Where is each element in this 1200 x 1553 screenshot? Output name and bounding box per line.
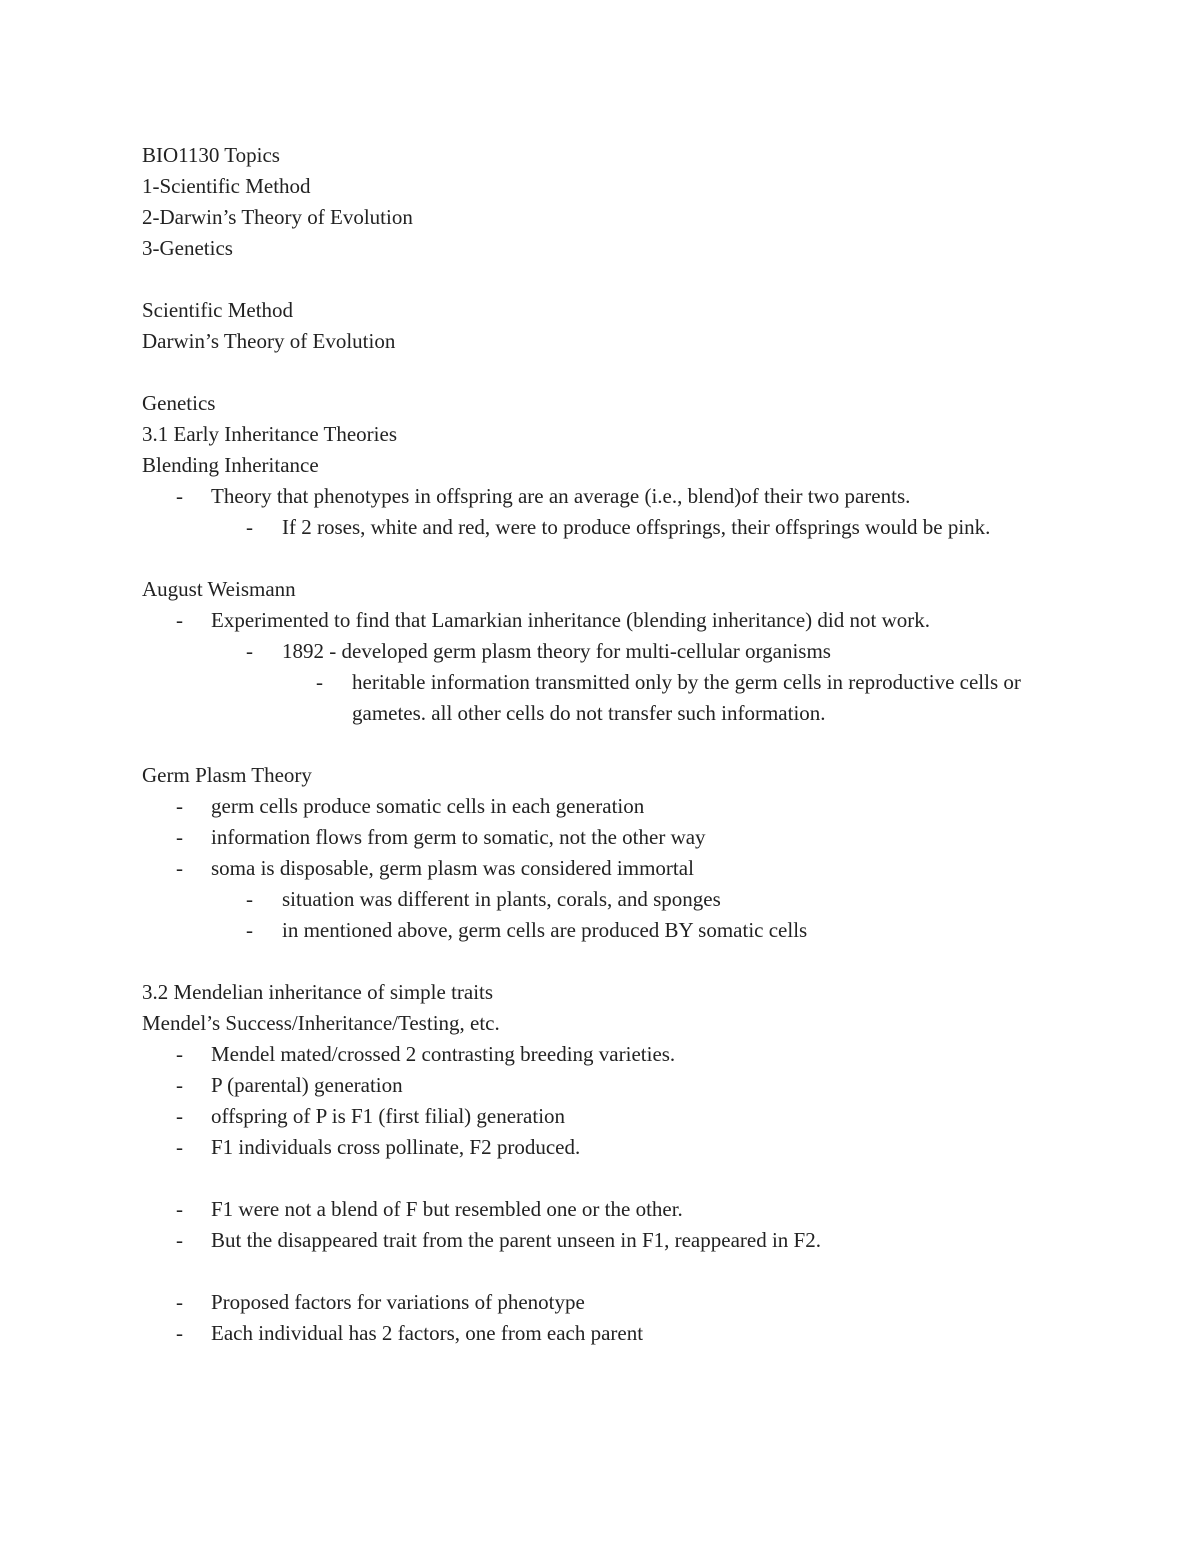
subsection-heading-mendelian-inheritance: 3.2 Mendelian inheritance of simple traits (142, 980, 494, 1004)
bullet-item (142, 915, 1062, 946)
bullet-item (142, 853, 1062, 884)
toc-item: 1-Scientific Method (142, 174, 311, 198)
bullet-dash: - (246, 918, 253, 942)
bullet-dash: - (176, 1321, 183, 1345)
blank-line (142, 543, 1062, 574)
bullet-item (142, 822, 1062, 853)
blank-line (142, 1256, 1062, 1287)
bullet-item (142, 636, 1062, 667)
topic-heading-august-weismann: August Weismann (142, 577, 296, 601)
bullet-dash: - (176, 825, 183, 849)
bullet-item (142, 1225, 1062, 1256)
bullet-dash: - (176, 1042, 183, 1066)
section-heading-scientific-method: Scientific Method (142, 298, 294, 322)
bullet-text: Theory that phenotypes in offspring are an average (i.e., blend)of their two parents. (211, 484, 911, 508)
topic-heading-blending-inheritance: Blending Inheritance (142, 453, 319, 477)
document-body (142, 140, 1062, 1349)
bullet-text: in mentioned above, germ cells are produced BY somatic cells (282, 918, 808, 942)
bullet-item (142, 512, 1062, 543)
document-title: BIO1130 Topics (142, 143, 280, 167)
blank-line (142, 357, 1062, 388)
bullet-dash: - (176, 1104, 183, 1128)
bullet-dash: - (176, 484, 183, 508)
bullet-text: F1 were not a blend of F but resembled one or the other. (211, 1197, 683, 1221)
bullet-text: If 2 roses, white and red, were to produce offsprings, their offsprings would be pink. (282, 515, 991, 539)
bullet-dash: - (246, 515, 253, 539)
bullet-dash: - (176, 1228, 183, 1252)
bullet-text: P (parental) generation (211, 1073, 403, 1097)
section-heading-darwin: Darwin’s Theory of Evolution (142, 329, 396, 353)
bullet-item (142, 1070, 1062, 1101)
topic-heading-germ-plasm-theory: Germ Plasm Theory (142, 763, 312, 787)
bullet-text: Mendel mated/crossed 2 contrasting breeding varieties. (211, 1042, 676, 1066)
blank-line (142, 1163, 1062, 1194)
bullet-text: Each individual has 2 factors, one from each parent (211, 1321, 644, 1345)
bullet-text: 1892 - developed germ plasm theory for multi-cellular organisms (282, 639, 831, 663)
blank-line (142, 264, 1062, 295)
topic-heading-mendels-success: Mendel’s Success/Inheritance/Testing, etc. (142, 1011, 500, 1035)
bullet-dash: - (176, 1135, 183, 1159)
bullet-text: F1 individuals cross pollinate, F2 produced. (211, 1135, 581, 1159)
bullet-text: situation was different in plants, corals, and sponges (282, 887, 721, 911)
bullet-dash: - (176, 1197, 183, 1221)
bullet-item (142, 1132, 1062, 1163)
toc-item: 3-Genetics (142, 236, 233, 260)
bullet-text: But the disappeared trait from the parent unseen in F1, reappeared in F2. (211, 1228, 821, 1252)
blank-line (142, 729, 1062, 760)
bullet-item (142, 1318, 1062, 1349)
bullet-text: Proposed factors for variations of phenotype (211, 1290, 585, 1314)
bullet-item (142, 791, 1062, 822)
bullet-item (142, 884, 1062, 915)
bullet-dash: - (246, 639, 253, 663)
bullet-dash: - (176, 856, 183, 880)
bullet-item (142, 1101, 1062, 1132)
bullet-text: heritable information transmitted only by the germ cells in reproductive cells or gametes. all other cells do not transfer such information. (352, 670, 1021, 725)
bullet-dash: - (176, 794, 183, 818)
bullet-dash: - (176, 608, 183, 632)
bullet-text: Experimented to find that Lamarkian inheritance (blending inheritance) did not work. (211, 608, 931, 632)
bullet-dash: - (176, 1073, 183, 1097)
bullet-item (142, 667, 1062, 729)
bullet-dash: - (246, 887, 253, 911)
subsection-heading-early-inheritance: 3.1 Early Inheritance Theories (142, 422, 398, 446)
bullet-text: information flows from germ to somatic, not the other way (211, 825, 706, 849)
bullet-text: germ cells produce somatic cells in each generation (211, 794, 645, 818)
bullet-dash: - (316, 670, 323, 694)
blank-line (142, 946, 1062, 977)
bullet-item (142, 1039, 1062, 1070)
bullet-dash: - (176, 1290, 183, 1314)
bullet-text: soma is disposable, germ plasm was considered immortal (211, 856, 694, 880)
section-heading-genetics: Genetics (142, 391, 216, 415)
bullet-item (142, 481, 1062, 512)
bullet-item (142, 1194, 1062, 1225)
bullet-item (142, 1287, 1062, 1318)
toc-item: 2-Darwin’s Theory of Evolution (142, 205, 413, 229)
bullet-item (142, 605, 1062, 636)
bullet-text: offspring of P is F1 (first filial) generation (211, 1104, 566, 1128)
